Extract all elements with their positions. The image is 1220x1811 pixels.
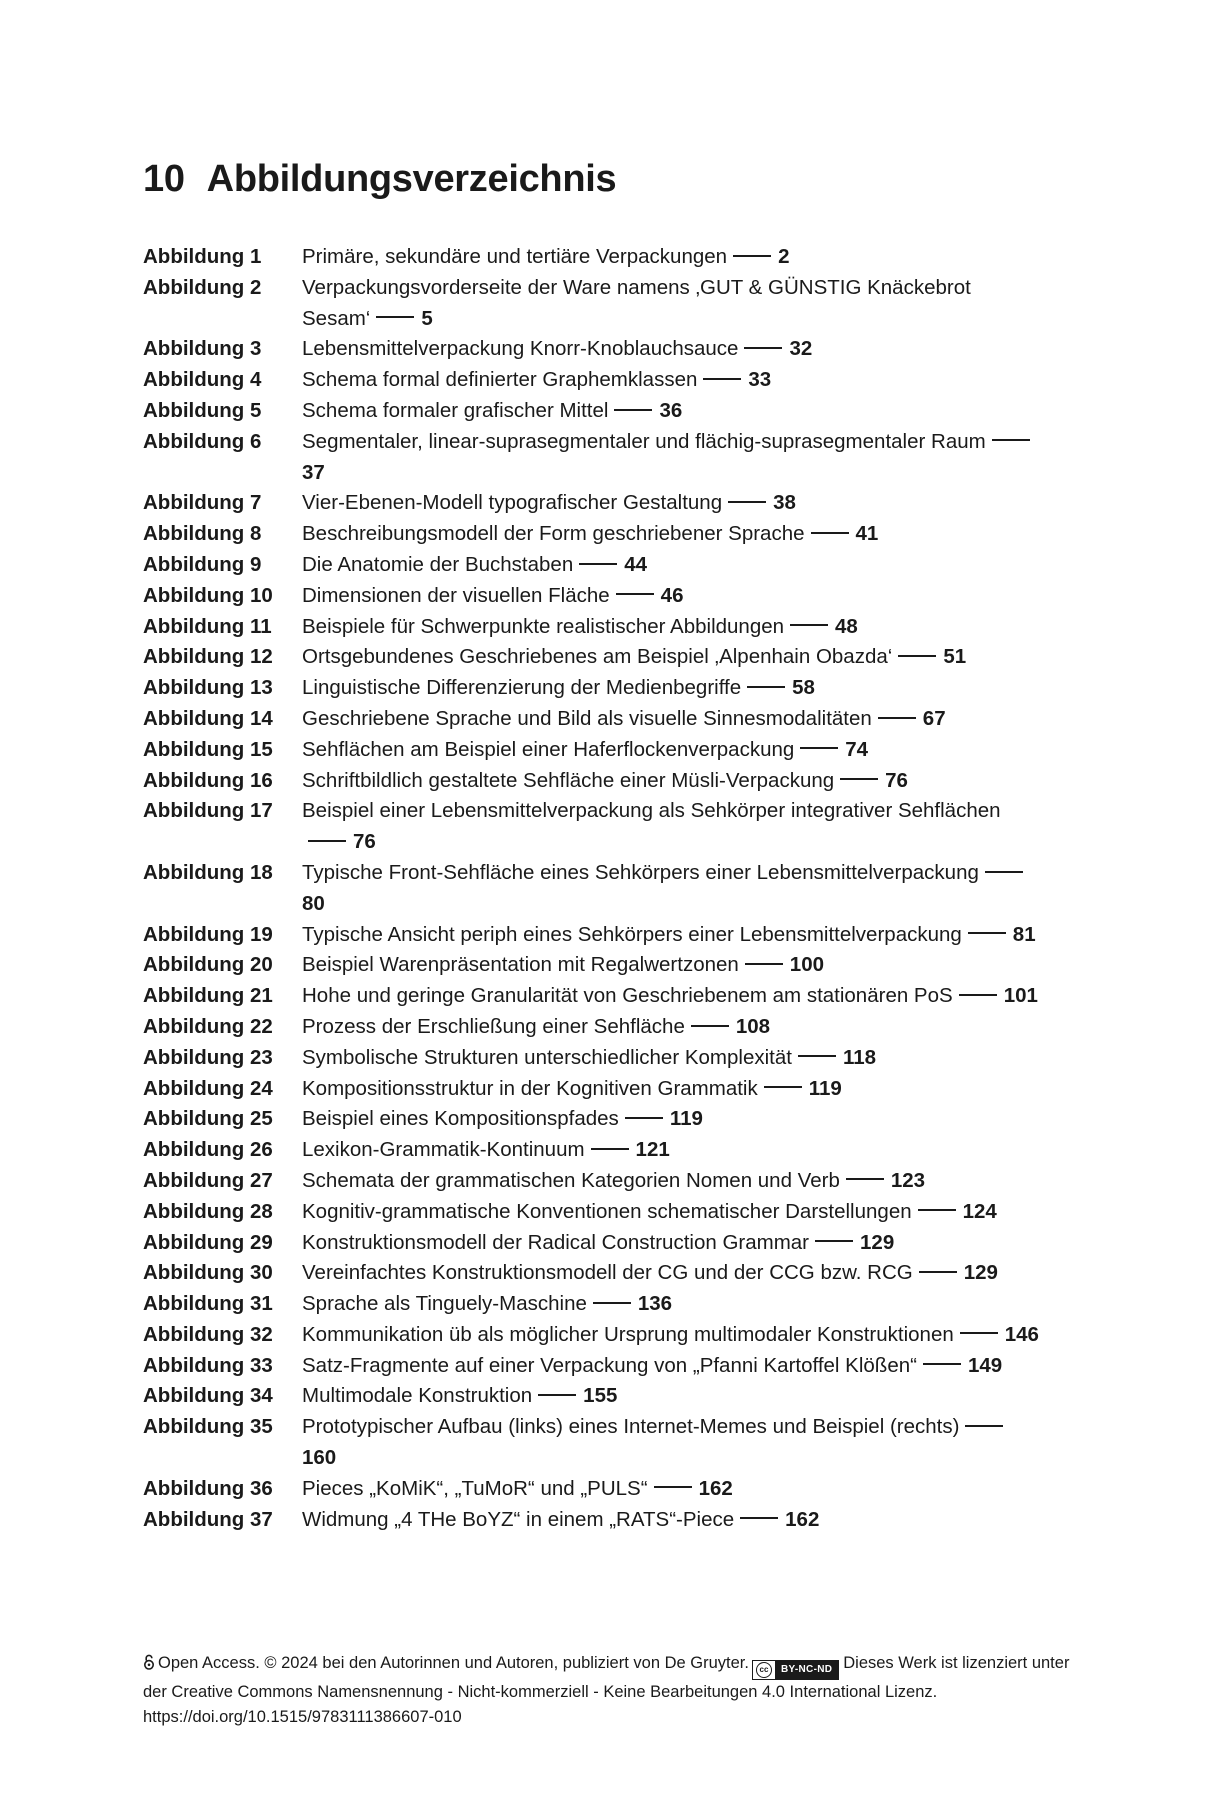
- page-number[interactable]: 155: [583, 1384, 618, 1408]
- figure-caption: Ortsgebundenes Geschriebenes am Beispiel ‚Alpenhain Obazda‘: [302, 645, 893, 669]
- leader-rule: [579, 563, 617, 565]
- figure-label: Abbildung 37: [143, 1507, 273, 1531]
- leader-rule: [790, 624, 828, 626]
- figure-caption-block: [302, 1505, 1042, 1536]
- figure-entry[interactable]: [143, 1012, 1063, 1043]
- figure-entry[interactable]: [143, 242, 1063, 273]
- leader-rule: [919, 1271, 957, 1273]
- figure-entry[interactable]: [143, 950, 1063, 981]
- figure-caption-block: [302, 1104, 1042, 1135]
- figure-caption-block: [302, 1351, 1042, 1382]
- figure-label: Abbildung 32: [143, 1322, 273, 1346]
- figure-entry[interactable]: [143, 1043, 1063, 1074]
- figure-entry[interactable]: [143, 612, 1063, 643]
- figure-entry[interactable]: [143, 273, 1063, 335]
- leader-rule: [593, 1302, 631, 1304]
- leader-rule: [745, 963, 783, 965]
- leader-rule: [815, 1240, 853, 1242]
- page-number[interactable]: 32: [789, 337, 813, 361]
- figure-entry[interactable]: [143, 1197, 1063, 1228]
- leader-rule: [308, 840, 346, 842]
- figure-label: Abbildung 25: [143, 1107, 273, 1131]
- page-number[interactable]: 58: [792, 676, 815, 700]
- figure-label: Abbildung 35: [143, 1415, 273, 1439]
- figure-entry[interactable]: [143, 1258, 1063, 1289]
- figure-caption-block: [302, 519, 1042, 550]
- page-number[interactable]: 100: [789, 953, 825, 977]
- figure-caption-block: [302, 704, 1042, 735]
- figure-label: Abbildung 9: [143, 552, 262, 576]
- figure-entry[interactable]: [143, 1412, 1063, 1474]
- page-number[interactable]: 136: [637, 1292, 673, 1316]
- figure-caption-block: [302, 273, 1042, 335]
- figure-label: Abbildung 36: [143, 1476, 273, 1500]
- leader-rule: [625, 1117, 663, 1119]
- figure-caption: Kommunikation üb als möglicher Ursprung multimodaler Konstruktionen: [302, 1322, 954, 1346]
- leader-rule: [840, 778, 878, 780]
- leader-rule: [918, 1209, 956, 1211]
- leader-rule: [616, 593, 654, 595]
- chapter-number: 10: [143, 158, 185, 200]
- figure-caption-block: [302, 612, 1042, 643]
- leader-rule: [764, 1086, 802, 1088]
- open-access-text: Open Access. © 2024 bei den Autorinnen und Autoren, publiziert von De Gruyter.: [158, 1654, 749, 1672]
- figure-caption-block: [302, 334, 1042, 365]
- figure-caption-block: [302, 1043, 1042, 1074]
- license-text: Dieses Werk ist lizenziert unter der Creative Commons Namensnennung - Nicht-kommerziell - Keine Bearbeitungen 4.0 International Lizenz.: [143, 1654, 1070, 1701]
- leader-rule: [798, 1055, 836, 1057]
- page-number[interactable]: 76: [885, 768, 908, 792]
- figure-caption: Schemata der grammatischen Kategorien Nomen und Verb: [302, 1168, 840, 1192]
- figure-entry[interactable]: [143, 365, 1063, 396]
- figure-label: Abbildung 29: [143, 1230, 273, 1254]
- page-number[interactable]: 146: [1004, 1322, 1039, 1346]
- leader-rule: [923, 1363, 961, 1365]
- figure-caption: Schema formaler grafischer Mittel: [302, 398, 609, 422]
- figure-entry[interactable]: [143, 1104, 1063, 1135]
- page-number[interactable]: 33: [748, 368, 772, 392]
- figure-caption-block: [302, 1381, 1042, 1412]
- figure-caption: Hohe und geringe Granularität von Geschriebenem am stationären PoS: [302, 984, 953, 1008]
- figure-caption-block: [302, 735, 1042, 766]
- figure-entry[interactable]: [143, 642, 1063, 673]
- leader-rule: [878, 717, 916, 719]
- figure-label: Abbildung 13: [143, 676, 273, 700]
- figure-label: Abbildung 24: [143, 1076, 273, 1100]
- page-number[interactable]: 74: [845, 737, 869, 761]
- figure-label: Abbildung 5: [143, 398, 262, 422]
- figure-entry[interactable]: [143, 1474, 1063, 1505]
- page-number[interactable]: 48: [835, 614, 858, 638]
- figure-label: Abbildung 10: [143, 583, 273, 607]
- figure-entry[interactable]: [143, 1351, 1063, 1382]
- figure-entry[interactable]: [143, 1505, 1063, 1536]
- leader-rule: [614, 409, 652, 411]
- figure-label: Abbildung 30: [143, 1261, 273, 1285]
- figure-caption-block: [302, 396, 1042, 427]
- figure-label: Abbildung 2: [143, 275, 262, 299]
- leader-rule: [811, 532, 849, 534]
- license-footer: [143, 1651, 1073, 1729]
- figure-label: Abbildung 1: [143, 245, 262, 268]
- figure-label: Abbildung 22: [143, 1014, 273, 1038]
- figure-caption-block: [302, 1135, 1042, 1166]
- figure-caption: Primäre, sekundäre und tertiäre Verpackungen: [302, 245, 728, 268]
- leader-rule: [985, 871, 1023, 873]
- page-number[interactable]: 123: [890, 1168, 926, 1192]
- page-number[interactable]: 51: [943, 645, 967, 669]
- figure-caption: Vier-Ebenen-Modell typografischer Gestaltung: [302, 491, 723, 515]
- figure-label: Abbildung 16: [143, 768, 273, 792]
- figure-label: Abbildung 15: [143, 737, 273, 761]
- figure-label: Abbildung 17: [143, 799, 273, 823]
- page-number[interactable]: 149: [967, 1353, 1003, 1377]
- figure-caption-block: [302, 920, 1042, 951]
- figure-caption: Schriftbildlich gestaltete Sehfläche einer Müsli-Verpackung: [302, 768, 835, 792]
- figure-entry[interactable]: [143, 427, 1063, 489]
- figure-label: Abbildung 33: [143, 1353, 273, 1377]
- leader-rule: [728, 501, 766, 503]
- open-access-icon: [143, 1654, 155, 1670]
- figure-caption: Symbolische Strukturen unterschiedlicher Komplexität: [302, 1045, 792, 1069]
- figure-caption-block: [302, 1412, 1042, 1474]
- figure-caption: Segmentaler, linear-suprasegmentaler und flächig-suprasegmentaler Raum: [302, 429, 986, 453]
- figure-caption-block: [302, 858, 1042, 920]
- license-paragraph: [143, 1651, 1073, 1705]
- figure-caption: Sehflächen am Beispiel einer Haferflockenverpackung: [302, 737, 795, 761]
- page-number[interactable]: 81: [1012, 922, 1036, 946]
- figure-label: Abbildung 27: [143, 1168, 273, 1192]
- cc-license-badge[interactable]: [752, 1660, 839, 1680]
- figure-entry[interactable]: [143, 334, 1063, 365]
- figure-caption-block: [302, 1320, 1042, 1351]
- leader-rule: [960, 1332, 998, 1334]
- figure-caption: Beispiel Warenpräsentation mit Regalwertzonen: [302, 953, 739, 977]
- figure-caption-block: [302, 796, 1042, 858]
- leader-rule: [992, 439, 1030, 441]
- figure-caption-block: [302, 1228, 1042, 1259]
- leader-rule: [747, 686, 785, 688]
- figure-caption: Geschriebene Sprache und Bild als visuelle Sinnesmodalitäten: [302, 706, 872, 730]
- leader-rule: [968, 932, 1006, 934]
- chapter-title-text: Abbildungsverzeichnis: [206, 158, 617, 200]
- page-number[interactable]: 162: [785, 1507, 820, 1531]
- leader-rule: [965, 1425, 1003, 1427]
- leader-rule: [376, 316, 414, 318]
- figure-caption-block: [302, 242, 1042, 273]
- page-number[interactable]: 37: [302, 460, 325, 484]
- page-number[interactable]: 129: [860, 1230, 895, 1254]
- figure-entry[interactable]: [143, 1074, 1063, 1105]
- figure-caption-block: [302, 1012, 1042, 1043]
- figure-entry[interactable]: [143, 550, 1063, 581]
- figure-label: Abbildung 28: [143, 1199, 273, 1223]
- figure-caption-block: [302, 950, 1042, 981]
- figure-caption: Beispiel eines Kompositionspfades: [302, 1107, 619, 1131]
- figure-caption-block: [302, 550, 1042, 581]
- figure-caption-block: [302, 365, 1042, 396]
- figure-caption: Lexikon-Grammatik-Kontinuum: [302, 1138, 585, 1162]
- figure-label: Abbildung 34: [143, 1384, 273, 1408]
- leader-rule: [538, 1394, 576, 1396]
- figure-caption: Prototypischer Aufbau (links) eines Internet-Memes und Beispiel (rechts): [302, 1415, 960, 1439]
- figure-caption-block: [302, 1258, 1042, 1289]
- leader-rule: [800, 747, 838, 749]
- figure-label: Abbildung 18: [143, 860, 273, 884]
- figure-entry[interactable]: [143, 858, 1063, 920]
- figure-caption: Dimensionen der visuellen Fläche: [302, 583, 610, 607]
- figure-label: Abbildung 21: [143, 984, 273, 1008]
- figure-label: Abbildung 20: [143, 953, 273, 977]
- figure-caption: Kognitiv-grammatische Konventionen schematischer Darstellungen: [302, 1199, 912, 1223]
- figure-caption: Beispiel einer Lebensmittelverpackung als Sehkörper integrativer Sehflächen: [302, 799, 1001, 823]
- figure-caption-block: [302, 427, 1042, 489]
- figure-label: Abbildung 7: [143, 491, 262, 515]
- figure-caption-block: [302, 1197, 1042, 1228]
- figure-entry[interactable]: [143, 735, 1063, 766]
- figure-caption: Die Anatomie der Buchstaben: [302, 552, 574, 576]
- figure-entry[interactable]: [143, 1166, 1063, 1197]
- figure-entry[interactable]: [143, 766, 1063, 797]
- figure-label: Abbildung 31: [143, 1292, 273, 1316]
- figure-caption: Linguistische Differenzierung der Medienbegriffe: [302, 676, 742, 700]
- leader-rule: [740, 1517, 778, 1519]
- figure-caption-block: [302, 1474, 1042, 1505]
- figure-entry[interactable]: [143, 1135, 1063, 1166]
- figure-caption: Sprache als Tinguely-Maschine: [302, 1292, 587, 1316]
- figure-caption-block: [302, 488, 1042, 519]
- figure-label: Abbildung 23: [143, 1045, 273, 1069]
- page-number[interactable]: 124: [962, 1199, 997, 1223]
- cc-badge-text: BY-NC-ND: [775, 1661, 838, 1679]
- leader-rule: [691, 1025, 729, 1027]
- page-number[interactable]: 119: [808, 1076, 842, 1100]
- figure-entry[interactable]: [143, 581, 1063, 612]
- figure-caption-block: [302, 673, 1042, 704]
- page-number[interactable]: 5: [421, 306, 433, 330]
- cc-icon: cc: [756, 1662, 772, 1678]
- leader-rule: [744, 347, 782, 349]
- figure-label: Abbildung 3: [143, 337, 262, 361]
- chapter-title: [143, 158, 616, 201]
- figure-caption: Pieces „KoMiK“, „TuMoR“ und „PULS“: [302, 1476, 648, 1500]
- figure-caption: Typische Front-Sehfläche eines Sehkörpers einer Lebensmittelverpackung: [302, 860, 979, 884]
- page-number[interactable]: 67: [922, 706, 946, 730]
- page-number[interactable]: 46: [660, 583, 684, 607]
- page-number[interactable]: 38: [773, 491, 796, 515]
- figure-entry[interactable]: [143, 1228, 1063, 1259]
- figure-caption: Multimodale Konstruktion: [302, 1384, 533, 1408]
- figure-caption-block: [302, 1289, 1042, 1320]
- figure-caption: Beispiele für Schwerpunkte realistischer Abbildungen: [302, 614, 785, 638]
- page-number[interactable]: 41: [855, 522, 879, 546]
- figure-entry[interactable]: [143, 981, 1063, 1012]
- figure-caption: Kompositionsstruktur in der Kognitiven Grammatik: [302, 1076, 758, 1100]
- page-number[interactable]: 101: [1003, 984, 1038, 1008]
- figure-label: Abbildung 26: [143, 1138, 273, 1162]
- page-number[interactable]: 36: [659, 398, 683, 422]
- figure-label: Abbildung 11: [143, 614, 272, 638]
- page-number[interactable]: 162: [698, 1476, 733, 1500]
- figure-entry[interactable]: [143, 488, 1063, 519]
- figure-caption: Typische Ansicht periph eines Sehkörpers einer Lebensmittelverpackung: [302, 922, 962, 946]
- figure-caption: Prozess der Erschließung einer Sehfläche: [302, 1014, 685, 1038]
- figure-caption: Lebensmittelverpackung Knorr-Knoblauchsauce: [302, 337, 739, 361]
- figure-caption-block: [302, 1074, 1042, 1105]
- leader-rule: [654, 1486, 692, 1488]
- figure-caption-block: [302, 1166, 1042, 1197]
- page-number[interactable]: 160: [302, 1446, 337, 1470]
- leader-rule: [733, 255, 771, 257]
- page-number[interactable]: 2: [778, 245, 790, 268]
- figure-entry[interactable]: [143, 1320, 1063, 1351]
- figure-caption: Schema formal definierter Graphemklassen: [302, 368, 698, 392]
- figure-label: Abbildung 14: [143, 706, 273, 730]
- figure-entry[interactable]: [143, 920, 1063, 951]
- figure-entry[interactable]: [143, 1381, 1063, 1412]
- page-number[interactable]: 76: [353, 830, 376, 854]
- page-number[interactable]: 121: [635, 1138, 670, 1162]
- page-number[interactable]: 108: [735, 1014, 771, 1038]
- figure-caption-block: [302, 981, 1042, 1012]
- figure-label: Abbildung 4: [143, 368, 262, 392]
- figure-caption-block: [302, 642, 1042, 673]
- figure-caption: Konstruktionsmodell der Radical Construction Grammar: [302, 1230, 810, 1254]
- figure-caption-block: [302, 766, 1042, 797]
- page-number[interactable]: 129: [963, 1261, 998, 1285]
- leader-rule: [591, 1148, 629, 1150]
- figure-label: Abbildung 8: [143, 522, 262, 546]
- figure-label: Abbildung 6: [143, 429, 262, 453]
- leader-rule: [898, 655, 936, 657]
- figure-entry[interactable]: [143, 796, 1063, 858]
- figure-caption: Vereinfachtes Konstruktionsmodell der CG und der CCG bzw. RCG: [302, 1261, 913, 1285]
- leader-rule: [959, 994, 997, 996]
- page-number[interactable]: 119: [669, 1107, 703, 1131]
- figure-caption: Widmung „4 THe BoYZ“ in einem „RATS“-Piece: [302, 1507, 735, 1531]
- figure-caption: Verpackungsvorderseite der Ware namens ‚GUT & GÜNSTIG Knäckebrot Sesam‘: [302, 275, 971, 330]
- figure-caption: Satz-Fragmente auf einer Verpackung von „Pfanni Kartoffel Klößen“: [302, 1353, 917, 1377]
- figure-entry[interactable]: [143, 519, 1063, 550]
- figure-entry[interactable]: [143, 396, 1063, 427]
- leader-rule: [703, 378, 741, 380]
- figure-label: Abbildung 19: [143, 922, 273, 946]
- page-number[interactable]: 80: [302, 891, 325, 915]
- figure-caption-block: [302, 581, 1042, 612]
- page-number[interactable]: 118: [842, 1045, 877, 1069]
- figure-entry[interactable]: [143, 1289, 1063, 1320]
- figure-entry[interactable]: [143, 673, 1063, 704]
- figure-list: [143, 242, 1063, 1535]
- figure-caption: Beschreibungsmodell der Form geschriebener Sprache: [302, 522, 805, 546]
- doi-link[interactable]: https://doi.org/10.1515/9783111386607-010: [143, 1707, 462, 1726]
- leader-rule: [846, 1178, 884, 1180]
- figure-entry[interactable]: [143, 704, 1063, 735]
- figure-label: Abbildung 12: [143, 645, 273, 669]
- page-number[interactable]: 44: [624, 552, 648, 576]
